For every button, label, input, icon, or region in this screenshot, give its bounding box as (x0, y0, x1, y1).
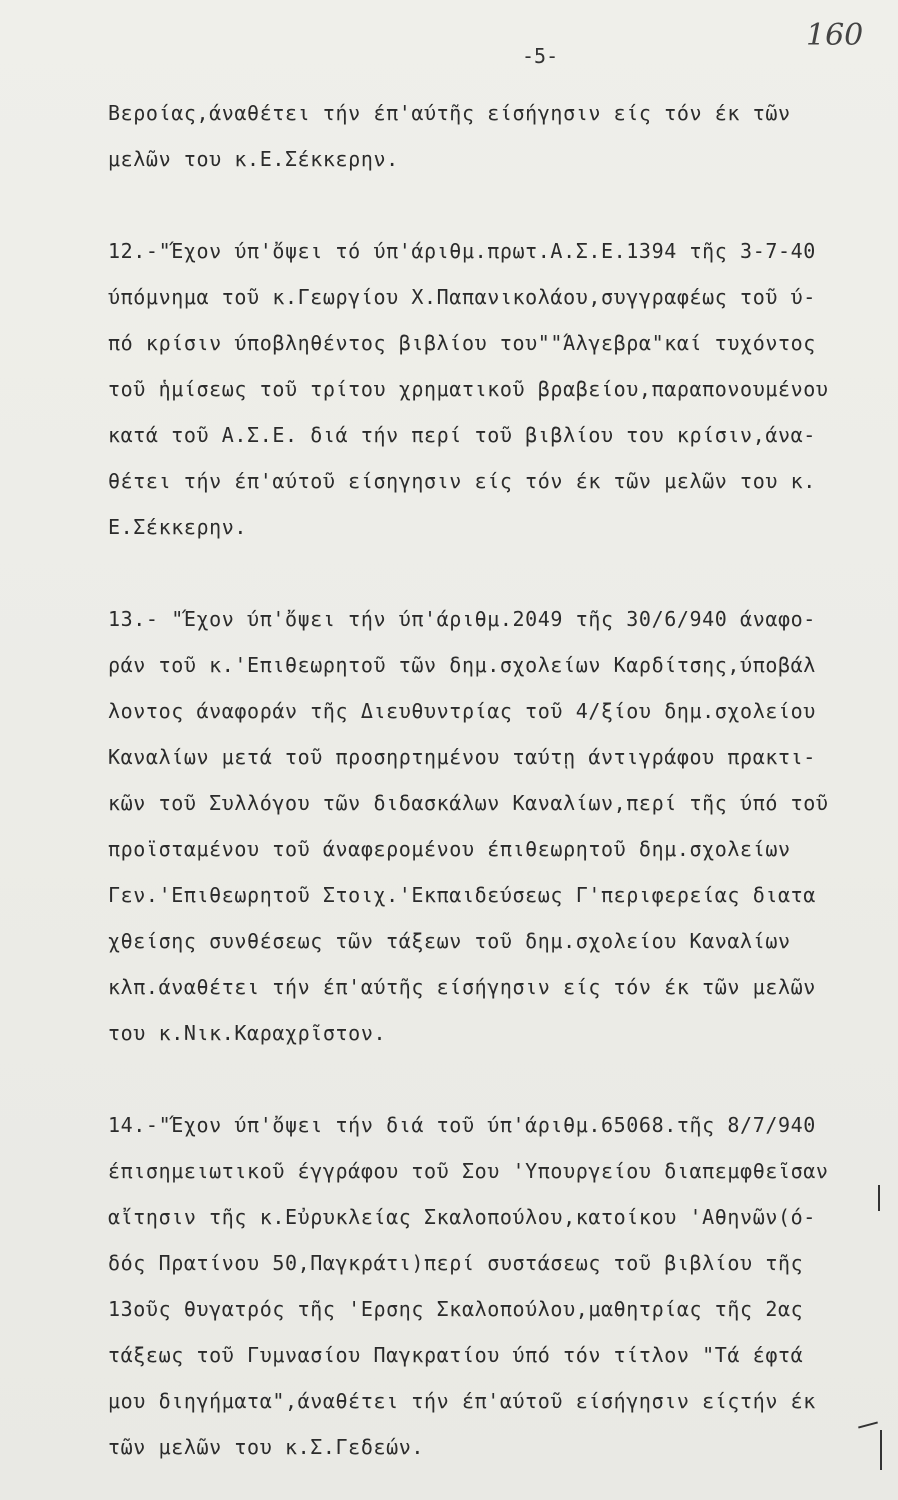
text-line: πό κρίσιν ύποβληθέντος βιβλίου του""Άλγεβρα"καί τυχόντος (108, 331, 816, 355)
margin-dash (858, 1421, 878, 1428)
text-line: κλπ.άναθέτει τήν έπ'αύτῆς είσήγησιν είς τόν έκ τῶν μελῶν (108, 975, 816, 999)
text-line: του κ.Νικ.Καραχρῖστον. (108, 1021, 387, 1045)
text-line: θέτει τήν έπ'αύτοῦ είσηγησιν είς τόν έκ τῶν μελῶν του κ. (108, 469, 816, 493)
text-line: λοντος άναφοράν τῆς Διευθυντρίας τοῦ 4/ξίου δημ.σχολείου (108, 699, 816, 723)
margin-mark (880, 1430, 882, 1470)
text-line: 12.-"Έχον ύπ'ὄψει τό ύπ'άριθμ.πρωτ.Α.Σ.Ε.1394 τῆς 3-7-40 (108, 239, 816, 263)
text-line: 14.-"Έχον ύπ'ὄψει τήν διά τοῦ ύπ'άριθμ.65068.τῆς 8/7/940 (108, 1113, 816, 1137)
text-line: ράν τοῦ κ.'Επιθεωρητοῦ τῶν δημ.σχολείων Καρδίτσης,ύποβάλ (108, 653, 816, 677)
paragraph-gap (108, 550, 843, 596)
handwritten-folio-number: 160 (806, 18, 864, 53)
paragraph-gap (108, 182, 843, 228)
text-line: ύπόμνημα τοῦ κ.Γεωργίου Χ.Παπανικολάου,συγγραφέως τοῦ ύ- (108, 285, 816, 309)
text-line: Καναλίων μετά τοῦ προσηρτημένου ταύτῃ άντιγράφου πρακτι- (108, 745, 816, 769)
page-number: -5- (522, 44, 559, 68)
document-body (108, 90, 843, 1470)
text-line: κατά τοῦ Α.Σ.Ε. διά τήν περί τοῦ βιβλίου του κρίσιν,άνα- (108, 423, 816, 447)
text-line: 13οῦς θυγατρός τῆς 'Ερσης Σκαλοπούλου,μαθητρίας τῆς 2ας (108, 1297, 804, 1321)
text-line: τῶν μελῶν του κ.Σ.Γεδεών. (108, 1435, 425, 1459)
text-line: έπισημειωτικοῦ έγγράφου τοῦ Σου 'Υπουργείου διαπεμφθεῖσαν (108, 1159, 829, 1183)
text-line: τοῦ ἡμίσεως τοῦ τρίτου χρηματικοῦ βραβείου,παραπονουμένου (108, 377, 829, 401)
text-line: δός Πρατίνου 50,Παγκράτι)περί συστάσεως τοῦ βιβλίου τῆς (108, 1251, 804, 1275)
text-line: προϊσταμένου τοῦ άναφερομένου έπιθεωρητοῦ δημ.σχολείων (108, 837, 791, 861)
paragraph-gap (108, 1056, 843, 1102)
text-line: Γεν.'Επιθεωρητοῦ Στοιχ.'Εκπαιδεύσεως Γ'περιφερείας διατα (108, 883, 816, 907)
text-line: χθείσης συνθέσεως τῶν τάξεων τοῦ δημ.σχολείου Καναλίων (108, 929, 791, 953)
text-line: μελῶν του κ.Ε.Σέκκερην. (108, 147, 399, 171)
text-line: μου διηγήματα",άναθέτει τήν έπ'αύτοῦ είσήγησιν είςτήν έκ (108, 1389, 816, 1413)
text-line: κῶν τοῦ Συλλόγου τῶν διδασκάλων Καναλίων,περί τῆς ύπό τοῦ (108, 791, 829, 815)
text-line: Βεροίας,άναθέτει τήν έπ'αύτῆς είσήγησιν είς τόν έκ τῶν (108, 101, 791, 125)
text-line: 13.- "Έχον ύπ'ὄψει τήν ύπ'άριθμ.2049 τῆς 30/6/940 άναφο- (108, 607, 816, 631)
text-line: τάξεως τοῦ Γυμνασίου Παγκρατίου ύπό τόν τίτλον "Τά έφτά (108, 1343, 804, 1367)
text-line: Ε.Σέκκερην. (108, 515, 248, 539)
margin-mark (878, 1185, 880, 1211)
text-line: αἴτησιν τῆς κ.Εὐρυκλείας Σκαλοπούλου,κατοίκου 'Αθηνῶν(ό- (108, 1205, 816, 1229)
